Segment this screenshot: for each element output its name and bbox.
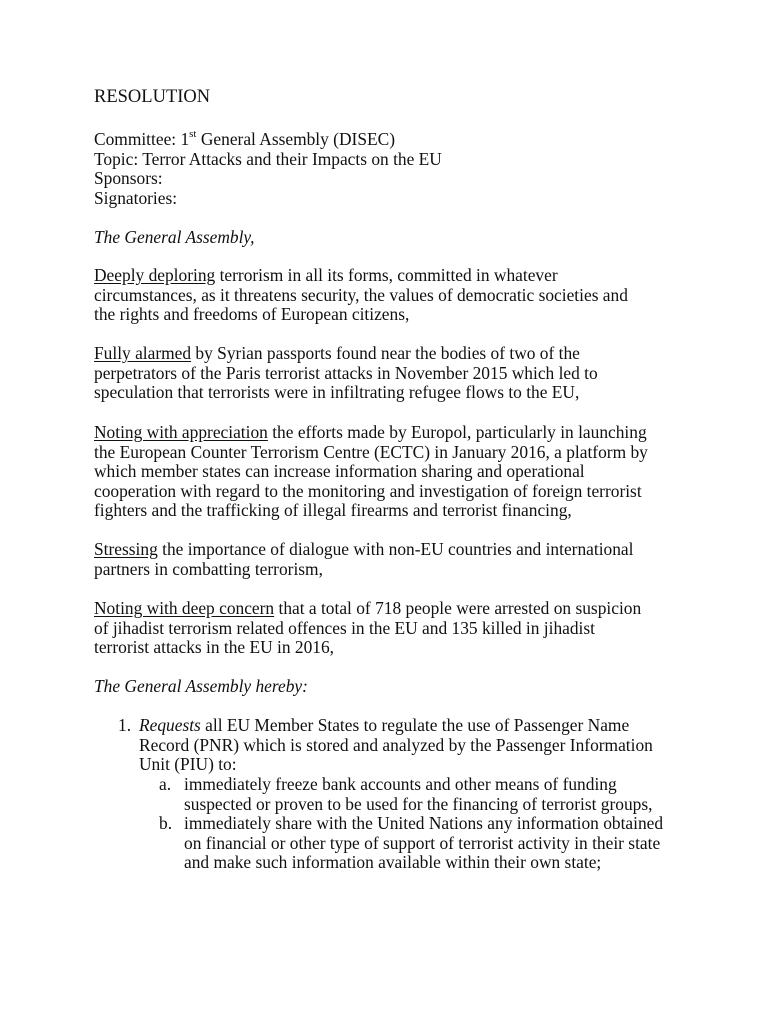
clause-text: on financial or other type of support of terrorist activity in their state — [184, 832, 661, 853]
clause-text: immediately freeze bank accounts and other means of funding — [184, 774, 617, 794]
committee-sup: st — [189, 128, 197, 141]
clause-text: fighters and the trafficking of illegal firearms and terrorist financing, — [94, 500, 572, 520]
clause-phrase: Noting with deep concern — [94, 598, 275, 618]
clause-text: cooperation with regard to the monitoring and investigation of foreign terrorist — [94, 480, 642, 501]
header-block — [94, 130, 674, 208]
clause-text: terrorist attacks in the EU in 2016, — [94, 637, 335, 657]
committee-label: Committee: 1 — [94, 129, 190, 149]
sponsors-line: Sponsors: — [94, 168, 163, 188]
clause-phrase: Deeply deploring — [94, 265, 216, 285]
subclause — [184, 814, 704, 873]
subclause — [184, 775, 704, 814]
signatories-line: Signatories: — [94, 187, 178, 208]
clause-text: Record (PNR) which is stored and analyzed by the Passenger Information — [139, 734, 653, 755]
operative-phrase: Requests — [139, 715, 201, 735]
clause-text: immediately share with the United Nations any information obtained — [184, 813, 664, 833]
committee-line — [94, 130, 674, 150]
subclause-letter: b. — [159, 813, 173, 833]
preamble-clause — [94, 344, 674, 403]
clause-number: 1. — [118, 715, 132, 735]
clause-text: of jihadist terrorism related offences in the EU and 135 killed in jihadist — [94, 617, 595, 638]
clause-text: the rights and freedoms of European citizens, — [94, 304, 410, 324]
committee-rest: General Assembly (DISEC) — [196, 129, 396, 149]
preamble-clause — [94, 540, 674, 579]
clause-text: the importance of dialogue with non-EU countries and international — [157, 539, 634, 559]
clause-text: circumstances, as it threatens security, the values of democratic societies and — [94, 284, 628, 305]
resolution-title: RESOLUTION — [94, 87, 211, 107]
clause-text: which member states can increase information sharing and operational — [94, 461, 585, 481]
clause-text: by Syrian passports found near the bodies of two of the — [191, 343, 580, 363]
operative-intro: The General Assembly hereby: — [94, 676, 308, 696]
operative-clause — [139, 716, 703, 775]
clause-text: Unit (PIU) to: — [139, 754, 237, 774]
preamble-clause — [94, 599, 674, 658]
clause-text: terrorism in all its forms, committed in whatever — [215, 265, 558, 285]
opening-phrase: The General Assembly, — [94, 227, 255, 247]
clause-text: the European Counter Terrorism Centre (ECTC) in January 2016, a platform by — [94, 441, 648, 462]
clause-text: perpetrators of the Paris terrorist attacks in November 2015 which led to — [94, 362, 598, 383]
preamble-clause — [94, 266, 674, 325]
preamble-clause — [94, 423, 674, 521]
clause-phrase: Stressing — [94, 539, 158, 559]
clause-text: that a total of 718 people were arrested on suspicion — [274, 598, 642, 618]
clause-text: partners in combatting terrorism, — [94, 558, 323, 579]
clause-text: speculation that terrorists were in infiltrating refugee flows to the EU, — [94, 382, 580, 402]
clause-text: all EU Member States to regulate the use of Passenger Name — [200, 715, 630, 735]
clause-text: and make such information available within their own state; — [184, 852, 602, 872]
clause-text: suspected or proven to be used for the financing of terrorist groups, — [184, 793, 653, 814]
clause-phrase: Noting with appreciation — [94, 422, 268, 442]
clause-text: the efforts made by Europol, particularly in launching — [267, 422, 647, 442]
topic-line: Topic: Terror Attacks and their Impacts on the EU — [94, 148, 442, 169]
clause-phrase: Fully alarmed — [94, 343, 192, 363]
subclause-letter: a. — [159, 774, 172, 794]
